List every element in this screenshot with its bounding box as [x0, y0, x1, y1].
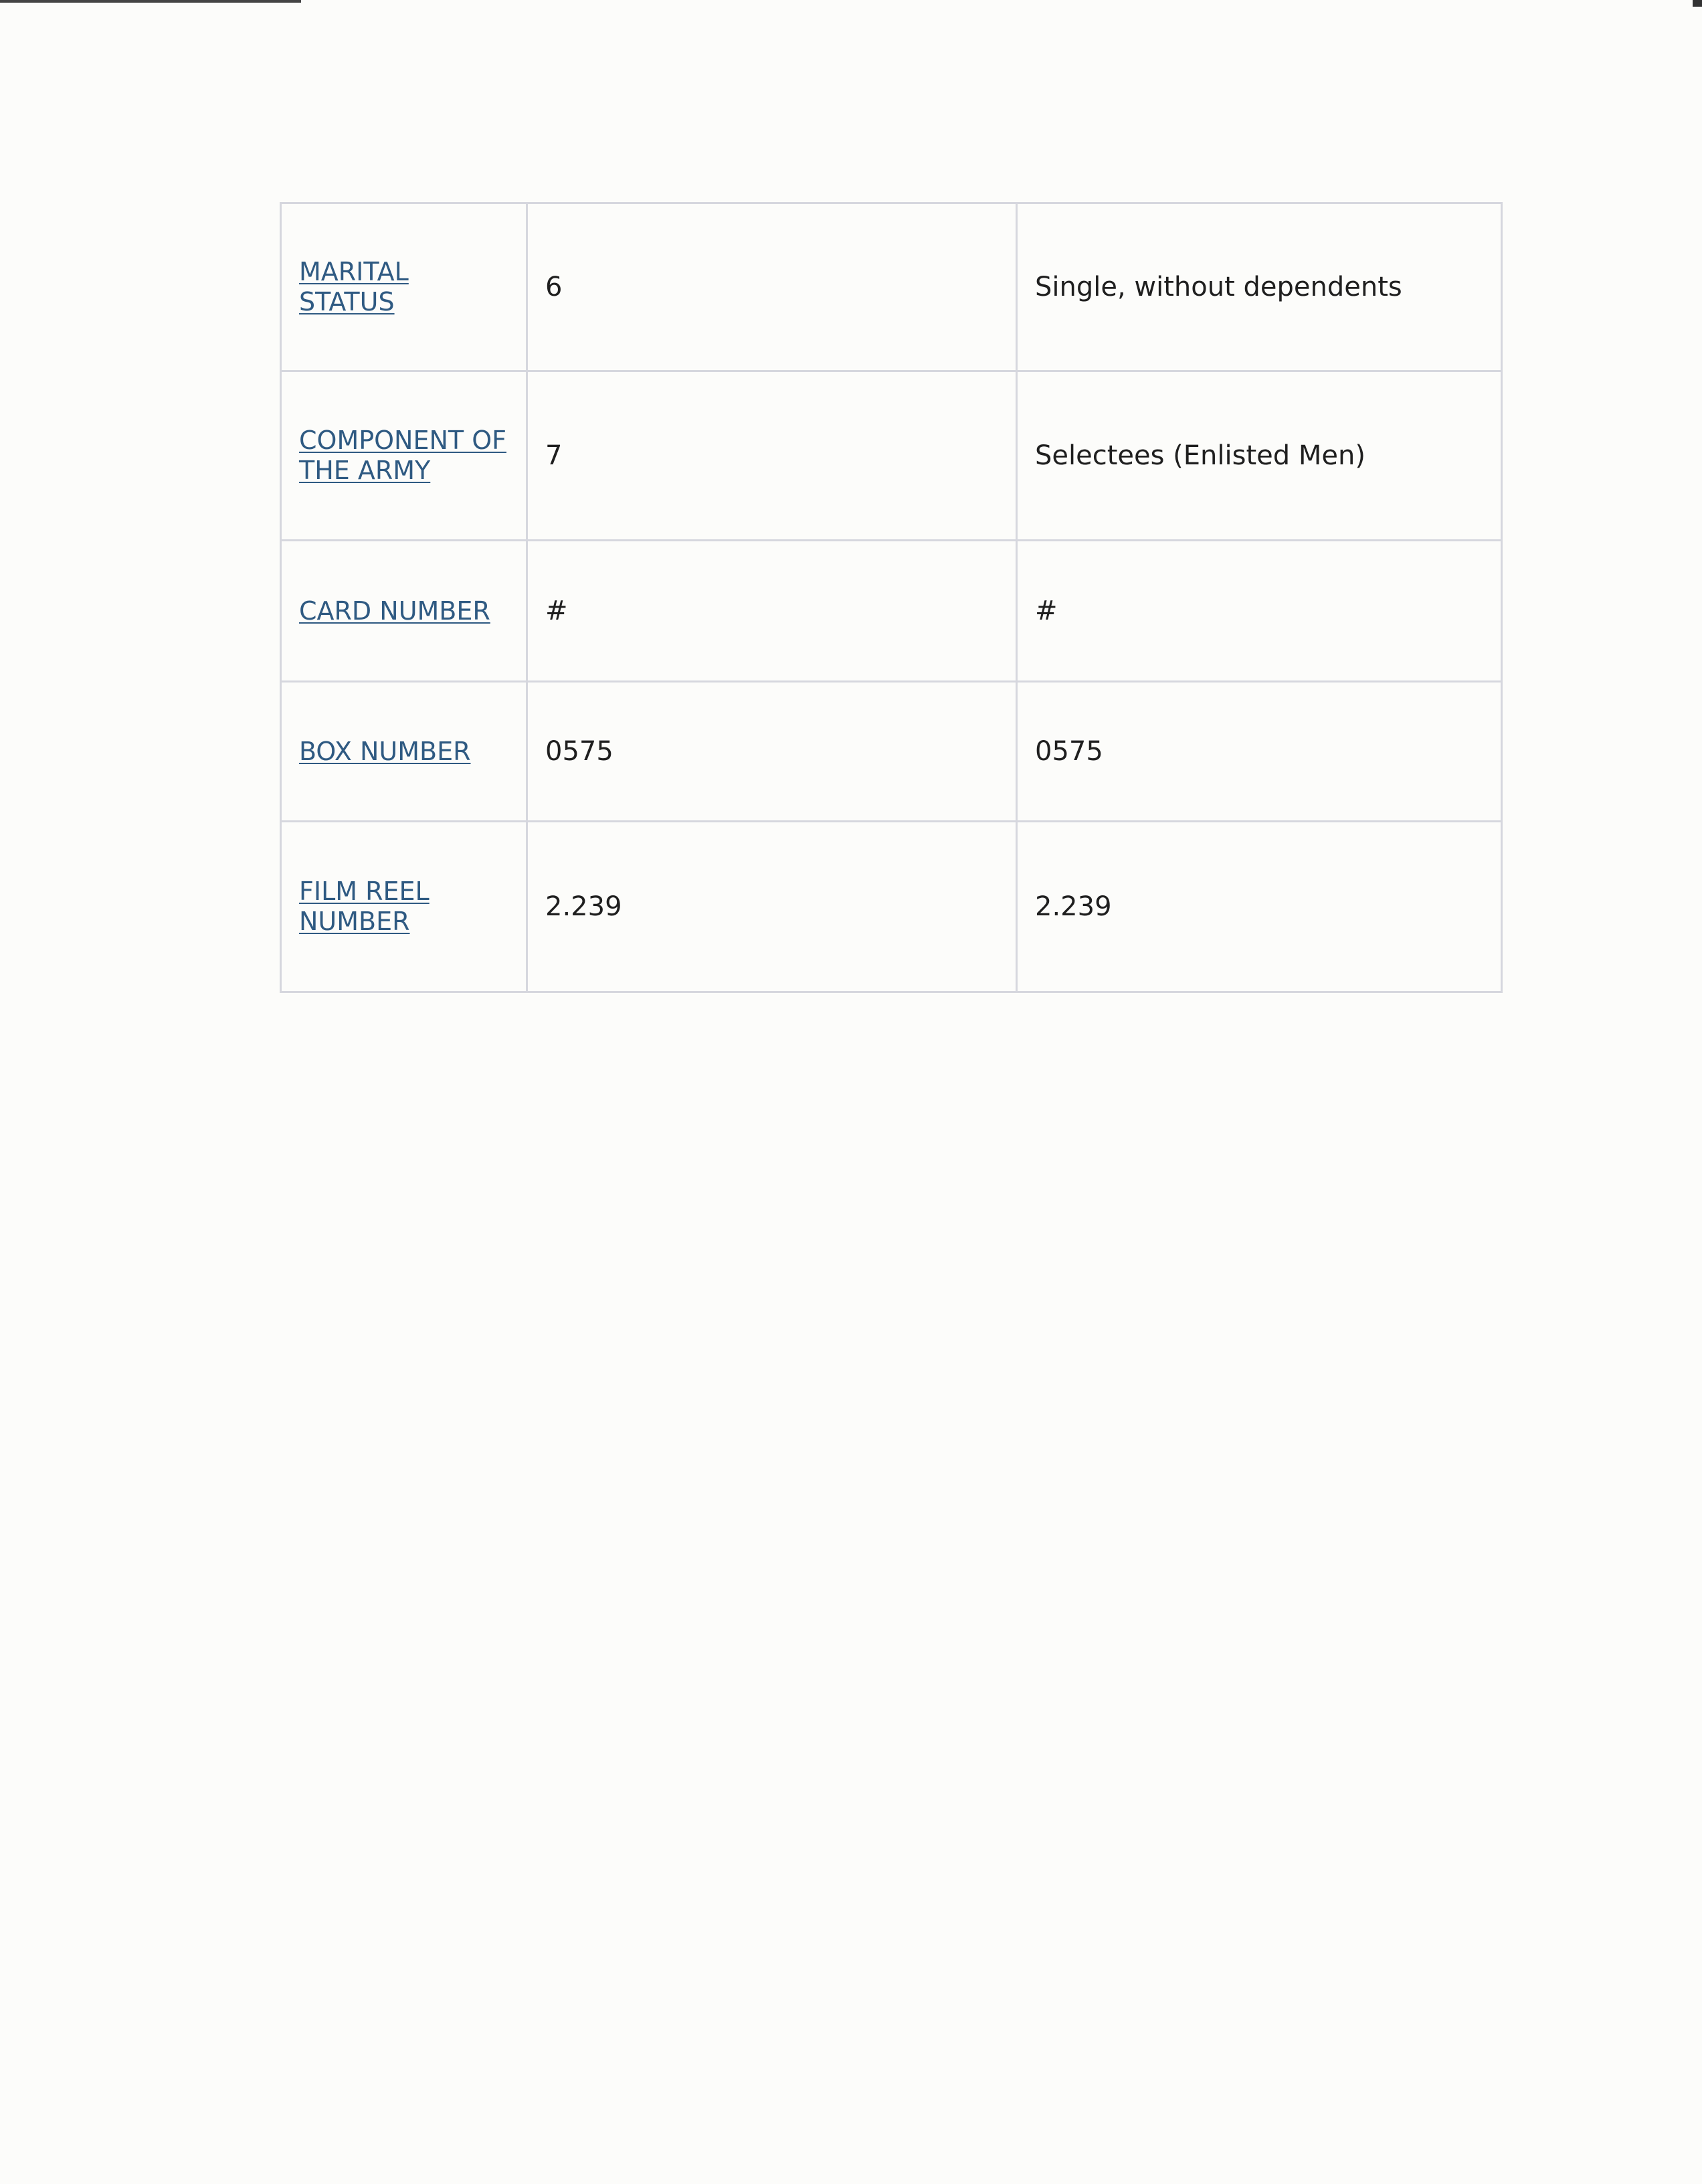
- component-of-army-link[interactable]: COMPONENT OF THE ARMY: [299, 426, 506, 485]
- scan-corner-mark: [1693, 0, 1702, 7]
- code-cell: 2.239: [527, 822, 1017, 992]
- box-number-link[interactable]: BOX NUMBER: [299, 737, 471, 766]
- code-cell: 7: [527, 371, 1017, 541]
- meaning-cell: 0575: [1017, 682, 1502, 822]
- row-label-cell: [281, 203, 527, 371]
- code-cell: 0575: [527, 682, 1017, 822]
- row-label-cell: [281, 822, 527, 992]
- card-number-link[interactable]: CARD NUMBER: [299, 596, 490, 626]
- code-cell: 6: [527, 203, 1017, 371]
- table-row-card-number: [281, 541, 1502, 682]
- table-row-box-number: [281, 682, 1502, 822]
- table-row-marital-status: [281, 203, 1502, 371]
- row-label-cell: [281, 371, 527, 541]
- row-label-cell: [281, 541, 527, 682]
- scan-edge-mark: [0, 0, 301, 3]
- meaning-cell: Single, without dependents: [1017, 203, 1502, 371]
- meaning-cell: 2.239: [1017, 822, 1502, 992]
- film-reel-number-link[interactable]: FILM REEL NUMBER: [299, 877, 430, 936]
- table-row-component-of-army: [281, 371, 1502, 541]
- code-cell: #: [527, 541, 1017, 682]
- table-row-film-reel-number: [281, 822, 1502, 992]
- row-label-cell: [281, 682, 527, 822]
- marital-status-link[interactable]: MARITAL STATUS: [299, 257, 409, 316]
- record-table: [280, 202, 1503, 993]
- meaning-cell: #: [1017, 541, 1502, 682]
- meaning-cell: Selectees (Enlisted Men): [1017, 371, 1502, 541]
